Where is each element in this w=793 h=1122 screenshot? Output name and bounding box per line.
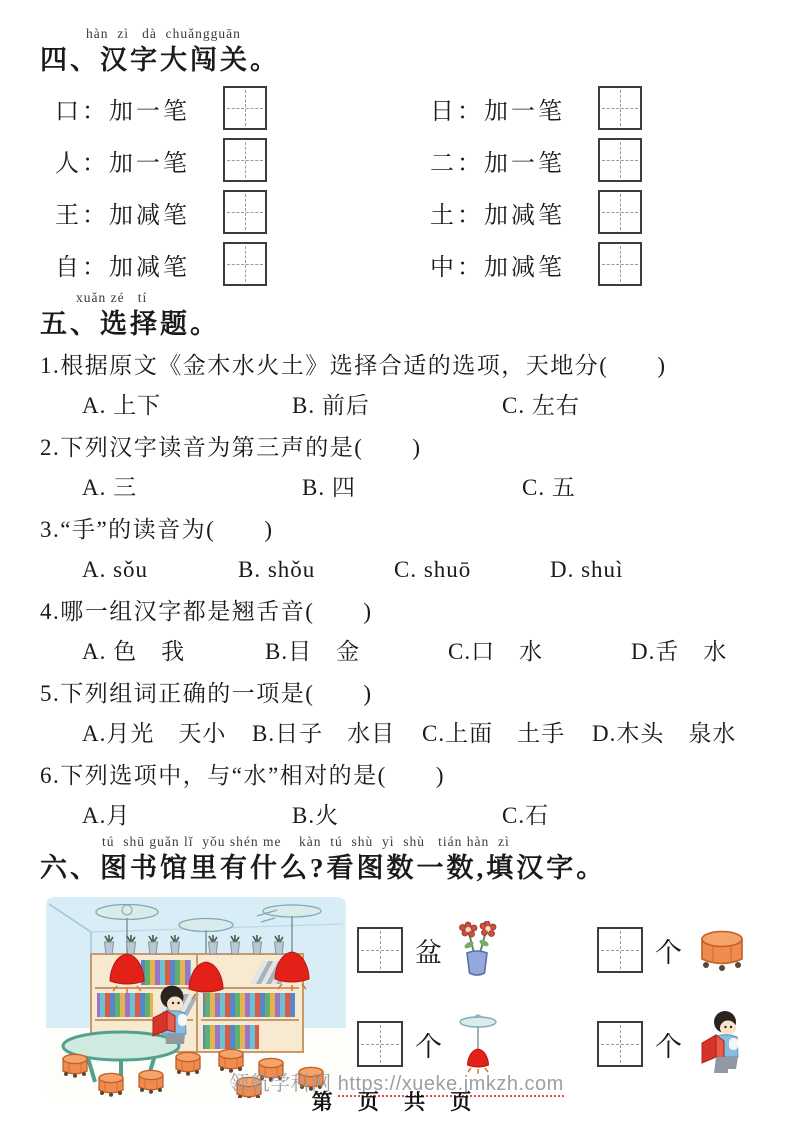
question-3 bbox=[40, 512, 753, 588]
flower-pot-icon bbox=[454, 921, 500, 979]
tianzige-answer-box[interactable] bbox=[598, 138, 642, 182]
tianzige-answer-box[interactable] bbox=[223, 242, 267, 286]
tianzige-answer-box[interactable] bbox=[223, 86, 267, 130]
count-answer-boys bbox=[597, 1018, 753, 1070]
tianzige-answer-box[interactable] bbox=[223, 190, 267, 234]
question-options bbox=[82, 470, 753, 506]
stroke-task-label: 自：加减笔 bbox=[55, 254, 190, 281]
question-stem: 6.下列选项中，与“水”相对的是( ) bbox=[40, 763, 445, 788]
stroke-task-label: 土：加减笔 bbox=[430, 202, 565, 229]
stroke-task-row bbox=[40, 238, 412, 290]
tianzige-answer-box[interactable] bbox=[598, 242, 642, 286]
stroke-task-label: 中：加减笔 bbox=[430, 254, 565, 281]
question-stem: 2.下列汉字读音为第三声的是( ) bbox=[40, 435, 422, 460]
watermark-url: https://xueke.jmkzh.com bbox=[337, 1073, 564, 1095]
classifier-label: 个 bbox=[655, 937, 682, 968]
section-five-pinyin: xuǎn zé tí bbox=[76, 290, 148, 305]
question-options bbox=[82, 552, 753, 588]
option-a: A.月 bbox=[82, 803, 131, 828]
option-b: B. 前后 bbox=[292, 393, 370, 418]
option-d: D. shuì bbox=[550, 557, 624, 582]
stroke-task-label: 日：加一笔 bbox=[430, 98, 565, 125]
tianzige-answer-box[interactable] bbox=[597, 1021, 643, 1067]
stroke-task-label: 王：加减笔 bbox=[55, 202, 190, 229]
section-four-title: 四、汉字大闯关。 bbox=[40, 45, 280, 75]
question-2 bbox=[40, 430, 753, 506]
option-d: D.木头 泉水 bbox=[592, 721, 737, 746]
option-b: B. 四 bbox=[302, 475, 356, 500]
option-a: A. 上下 bbox=[82, 393, 162, 418]
count-answer-flowerpots bbox=[357, 924, 597, 976]
classifier-label: 盆 bbox=[415, 937, 442, 968]
stroke-task-row bbox=[40, 186, 412, 238]
stroke-task-grid bbox=[40, 82, 753, 290]
stroke-task-row bbox=[40, 134, 412, 186]
option-c: C.石 bbox=[502, 803, 550, 828]
option-c: C. 五 bbox=[522, 475, 576, 500]
question-6 bbox=[40, 758, 753, 834]
tianzige-answer-box[interactable] bbox=[597, 927, 643, 973]
question-options bbox=[82, 798, 753, 834]
question-4 bbox=[40, 594, 753, 670]
option-c: C.口 水 bbox=[448, 639, 544, 664]
option-b: B. shǒu bbox=[238, 557, 316, 582]
watermark-site-name: 领航学科网 bbox=[229, 1073, 332, 1095]
tianzige-answer-box[interactable] bbox=[357, 927, 403, 973]
option-a: A. sǒu bbox=[82, 557, 149, 582]
tianzige-answer-box[interactable] bbox=[598, 190, 642, 234]
stroke-task-label: 口：加一笔 bbox=[55, 98, 190, 125]
stroke-task-row bbox=[412, 134, 753, 186]
question-1 bbox=[40, 348, 753, 424]
question-stem: 1.根据原文《金木水火土》选择合适的选项，天地分( ) bbox=[40, 353, 667, 378]
tianzige-answer-box[interactable] bbox=[598, 86, 642, 130]
question-stem: 4.哪一组汉字都是翘舌音( ) bbox=[40, 599, 373, 624]
question-options bbox=[82, 388, 753, 424]
option-b: B.目 金 bbox=[265, 639, 361, 664]
option-d: D.舌 水 bbox=[631, 639, 728, 664]
section-six-title: 六、图书馆里有什么?看图数一数,填汉字。 bbox=[40, 853, 607, 883]
option-b: B.火 bbox=[292, 803, 340, 828]
question-5 bbox=[40, 676, 753, 752]
stool-icon bbox=[694, 927, 750, 973]
stroke-task-row bbox=[412, 186, 753, 238]
option-a: A.月光 天小 bbox=[82, 721, 227, 746]
stroke-task-label: 人：加一笔 bbox=[55, 150, 190, 177]
pendant-lamp-icon bbox=[454, 1013, 502, 1075]
question-options bbox=[82, 716, 753, 752]
option-a: A. 三 bbox=[82, 475, 138, 500]
option-a: A. 色 我 bbox=[82, 639, 186, 664]
section-five-title: 五、选择题。 bbox=[40, 309, 220, 339]
option-c: C. shuō bbox=[394, 557, 472, 582]
option-b: B.日子 水目 bbox=[252, 721, 396, 746]
classifier-label: 个 bbox=[655, 1031, 682, 1062]
stroke-task-label: 二：加一笔 bbox=[430, 150, 565, 177]
section-six-pinyin: tú shū guǎn lǐ yǒu shén me kàn tú shù yì shù tián hàn zì bbox=[102, 834, 510, 849]
section-four-pinyin: hàn zì dà chuǎngguān bbox=[86, 26, 241, 41]
page-number-label: 第 页 共 页 bbox=[311, 1090, 482, 1114]
stroke-task-row bbox=[412, 82, 753, 134]
stroke-task-row bbox=[40, 82, 412, 134]
question-options bbox=[82, 634, 753, 670]
option-c: C.上面 土手 bbox=[422, 721, 566, 746]
option-c: C. 左右 bbox=[502, 393, 580, 418]
classifier-label: 个 bbox=[415, 1031, 442, 1062]
stroke-task-row bbox=[412, 238, 753, 290]
question-stem: 3.“手”的读音为( ) bbox=[40, 517, 274, 542]
tianzige-answer-box[interactable] bbox=[223, 138, 267, 182]
question-stem: 5.下列组词正确的一项是( ) bbox=[40, 681, 373, 706]
count-answer-stools bbox=[597, 924, 753, 976]
count-answer-lamps bbox=[357, 1018, 597, 1070]
tianzige-answer-box[interactable] bbox=[357, 1021, 403, 1067]
